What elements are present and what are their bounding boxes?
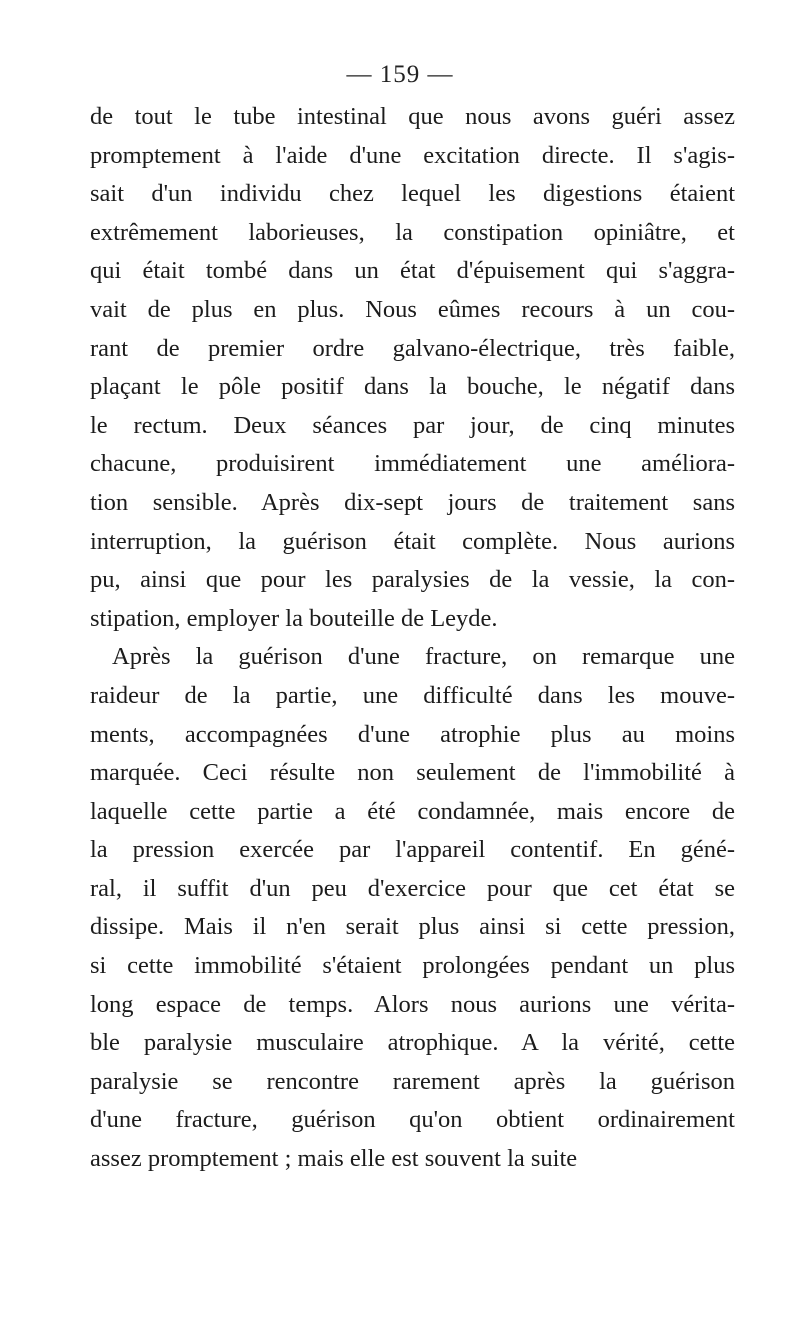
text-line: d'une fracture, guérison qu'on obtient ordinairement: [90, 1106, 735, 1134]
text-line: tion sensible. Après dix-sept jours de traitement sans: [90, 488, 735, 516]
text-line: dissipe. Mais il n'en serait plus ainsi si cette pression,: [90, 913, 735, 941]
text-line: si cette immobilité s'étaient prolongées pendant un plus: [90, 952, 735, 980]
paragraph-end-line: stipation, employer la bouteille de Leyde.: [90, 604, 498, 632]
text-line: rant de premier ordre galvano-électrique, très faible,: [90, 334, 735, 362]
text-line: interruption, la guérison était complète. Nous aurions: [90, 527, 735, 555]
body-text: [90, 98, 735, 1179]
text-line: vait de plus en plus. Nous eûmes recours à un cou-: [90, 295, 735, 323]
text-line: ments, accompagnées d'une atrophie plus au moins: [90, 720, 735, 748]
page-number: — 159 —: [346, 61, 454, 88]
text-line: long espace de temps. Alors nous aurions une vérita-: [90, 990, 735, 1018]
text-line: qui était tombé dans un état d'épuisement qui s'aggra-: [90, 257, 735, 285]
text-line: la pression exercée par l'appareil contentif. En géné-: [90, 836, 735, 864]
text-line: paralysie se rencontre rarement après la guérison: [90, 1067, 735, 1095]
text-line: assez promptement ; mais elle est souvent la suite: [90, 1145, 578, 1173]
text-line: marquée. Ceci résulte non seulement de l'immobilité à: [90, 759, 735, 787]
text-line: sait d'un individu chez lequel les digestions étaient: [90, 180, 735, 208]
text-line: extrêmement laborieuses, la constipation opiniâtre, et: [90, 218, 735, 246]
text-line: raideur de la partie, une difficulté dans les mouve-: [90, 681, 735, 709]
text-line: ral, il suffit d'un peu d'exercice pour que cet état se: [90, 874, 735, 902]
text-line: pu, ainsi que pour les paralysies de la vessie, la con-: [90, 566, 735, 594]
paragraph-start-line: Après la guérison d'une fracture, on remarque une: [112, 643, 735, 671]
text-line: chacune, produisirent immédiatement une améliora-: [90, 450, 735, 478]
text-line: ble paralysie musculaire atrophique. A la vérité, cette: [90, 1029, 735, 1057]
text-line: laquelle cette partie a été condamnée, mais encore de: [90, 797, 735, 825]
text-line: le rectum. Deux séances par jour, de cinq minutes: [90, 411, 735, 439]
text-line: plaçant le pôle positif dans la bouche, le négatif dans: [90, 373, 735, 401]
text-line: de tout le tube intestinal que nous avons guéri assez: [90, 103, 735, 130]
text-line: promptement à l'aide d'une excitation directe. Il s'agis-: [90, 141, 735, 169]
